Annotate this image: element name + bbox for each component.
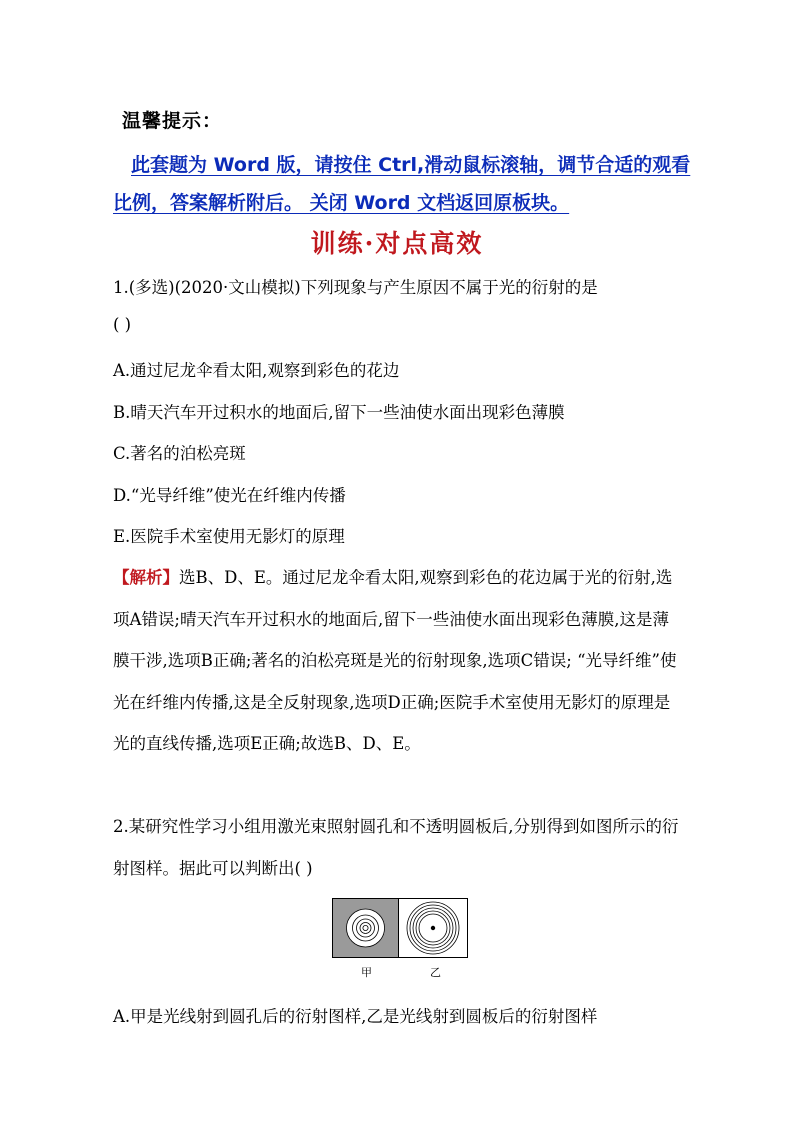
q1-option-d: D.“光导纤维”使光在纤维内传播 bbox=[113, 486, 346, 505]
tip-body: 此套题为 Word 版，请按住 Ctrl,滑动鼠标滚轴，调节合适的观看比例，答案解析附后。 关闭 Word 文档返回原板块。 bbox=[113, 154, 691, 214]
figure-label-yi: 乙 bbox=[430, 966, 441, 979]
analysis-tag: 【解析】 bbox=[113, 568, 179, 587]
tip-heading: 温馨提示： bbox=[122, 110, 223, 132]
q1-stem: 1.(多选)(2020·文山模拟)下列现象与产生原因不属于光的衍射的是 bbox=[113, 278, 598, 297]
pattern-jia bbox=[333, 899, 399, 958]
q1-option-c: C.著名的泊松亮斑 bbox=[113, 444, 246, 463]
figure-label-jia: 甲 bbox=[361, 966, 372, 979]
q1-analysis bbox=[113, 557, 683, 765]
analysis-text: 选B、D、E。通过尼龙伞看太阳,观察到彩色的花边属于光的衍射,选项A错误;晴天汽车开过积水的地面后,留下一些油使水面出现彩色薄膜,这是薄膜干涉,选项B正确;著名的泊松亮斑是光的衍射现象,选项C错误; “光导纤维”使光在纤维内传播,这是全反射现象,选项D正确;医院手术室使用无影灯的原理是光的直线传播,选项E正确;故选B、D、E。 bbox=[113, 568, 677, 754]
q1-answer-bracket: ( ) bbox=[113, 315, 132, 334]
q1-option-a: A.通过尼龙伞看太阳,观察到彩色的花边 bbox=[113, 361, 400, 380]
pattern-yi bbox=[399, 899, 468, 958]
q1-option-b: B.晴天汽车开过积水的地面后,留下一些油使水面出现彩色薄膜 bbox=[113, 403, 565, 422]
q1-option-e: E.医院手术室使用无影灯的原理 bbox=[113, 527, 345, 546]
section-title: 训练·对点高效 bbox=[310, 229, 484, 258]
diffraction-figure bbox=[332, 898, 468, 958]
q2-stem: 2.某研究性学习小组用激光束照射圆孔和不透明圆板后,分别得到如图所示的衍射图样。据此可以判断出( ) bbox=[113, 817, 679, 878]
q2-option-a: A.甲是光线射到圆孔后的衍射图样,乙是光线射到圆板后的衍射图样 bbox=[113, 1007, 598, 1026]
